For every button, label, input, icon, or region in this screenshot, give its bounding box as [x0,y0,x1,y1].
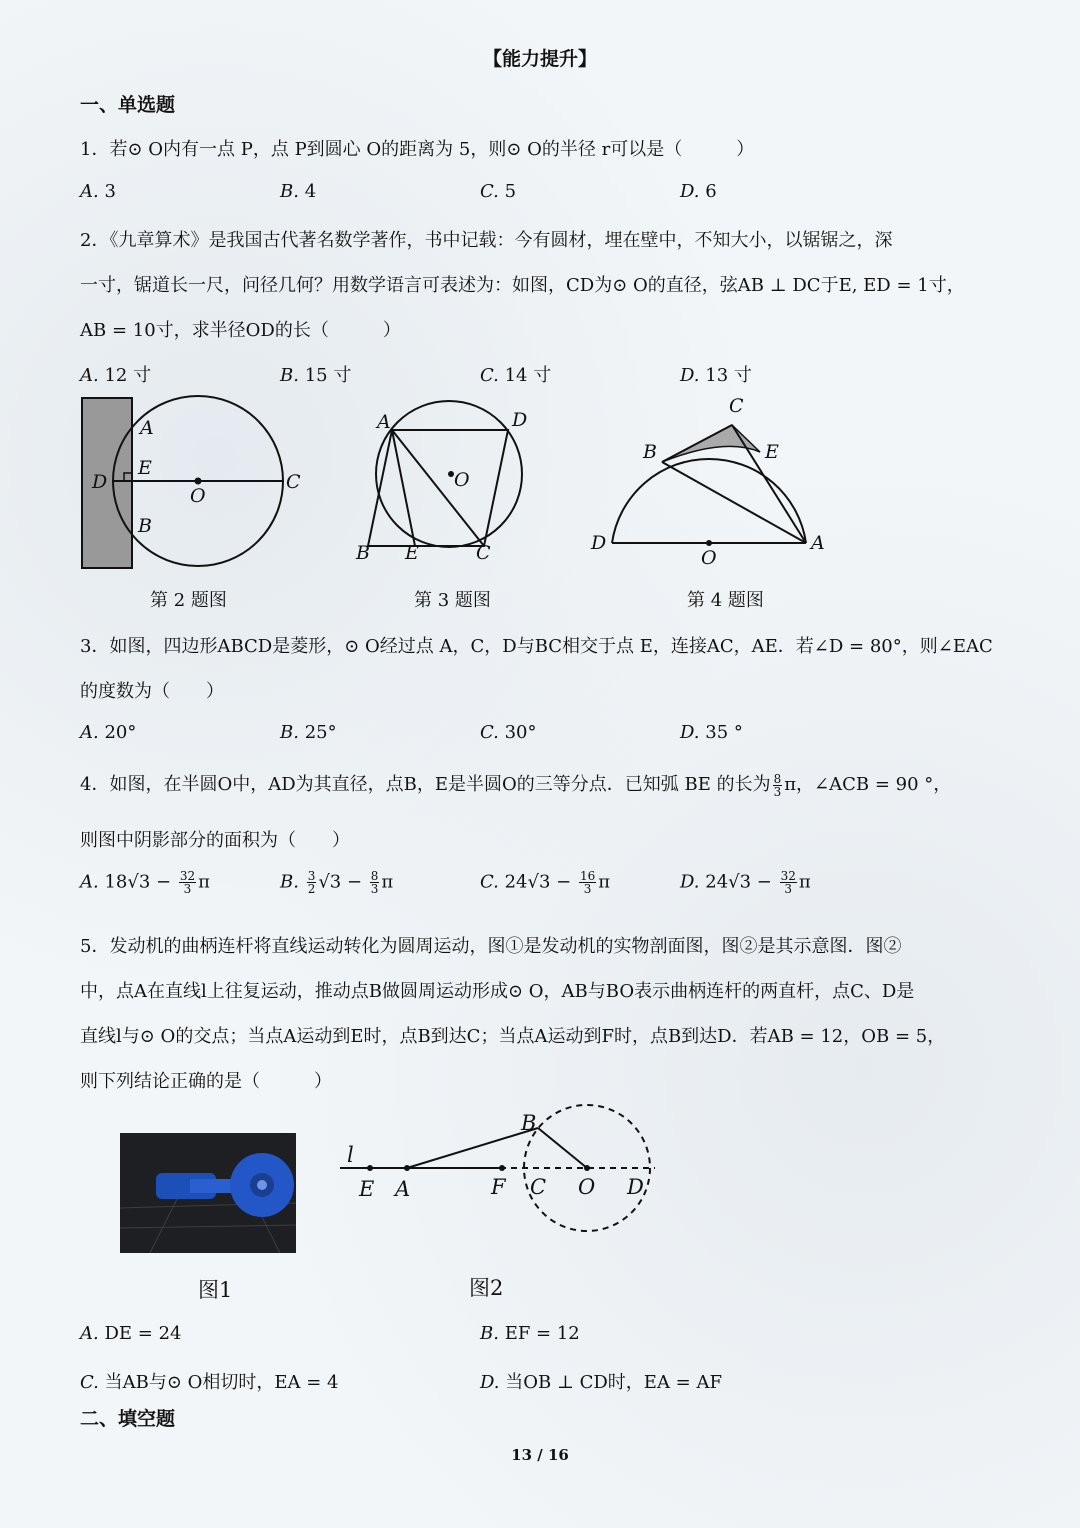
question-5-line-2: 中，点A在直线l上往复运动，推动点B做圆周运动形成⊙ O，AB与BO表示曲柄连杆的两直杆，点C、D是 [80,981,915,1002]
q5-option-d: D. 当OB ⊥ CD时，EA = AF [480,1372,722,1393]
q4-option-d: D. 24√3 − $\frac{32}{3}$ π [680,869,811,896]
page-number: 13 / 16 [511,1446,569,1464]
q3-option-c: C. 30° [480,722,537,743]
q5-option-b: B. EF = 12 [480,1323,580,1344]
fig2-label-a: A [140,417,154,439]
page-title: 【能力提升】 [482,48,597,70]
q4-frac-8-3: $\frac{8}{3}$ [773,771,782,799]
q3-option-d: D. 35 ° [680,722,743,743]
fig4-label-o: O [701,547,717,569]
fig4-label-e: E [765,441,779,463]
question-5-line-3: 直线l与⊙ O的交点；当点A运动到E时，点B到达C；当点A运动到F时，点B到达D．若AB = 12，OB = 5， [80,1026,946,1047]
q2-option-c: C. 14 寸 [480,365,552,386]
figure-2-caption: 图2 [469,1276,504,1300]
question-4-line-1: 4．如图，在半圆O中，AD为其直径，点B，E是半圆O的三等分点．已知弧 BE 的长为 $\frac{8}{3}$ π，∠ACB = 90 °， [80,771,952,799]
figure-q4-diagram [585,392,835,572]
figure-q2-diagram [78,394,318,574]
crank-label-d: D [627,1175,644,1199]
fig3-label-b: B [356,542,370,564]
question-3-line-2: 的度数为（ ） [80,681,224,702]
q5-option-a: A. DE = 24 [80,1323,182,1344]
crank-label-f: F [491,1175,506,1199]
crank-diagram [335,1100,665,1260]
q2-option-d: D. 13 寸 [680,365,752,386]
fig2-label-b: B [138,515,152,537]
crank-label-a: A [395,1177,411,1201]
q4-option-b: B. $\frac{3}{2}$ √3 − $\frac{8}{3}$ π [280,869,394,896]
crank-label-b: B [521,1111,537,1135]
q1-option-b: B. 4 [280,181,317,202]
question-4-line-2: 则图中阴影部分的面积为（ ） [80,830,350,851]
figure-1-caption: 图1 [198,1278,233,1302]
question-3-line-1: 3．如图，四边形ABCD是菱形，⊙ O经过点 A，C，D与BC相交于点 E，连接AC，AE．若∠D = 80°，则∠EAC [80,636,993,657]
fig4-label-b: B [643,441,657,463]
fig3-label-a: A [377,411,391,433]
question-5-line-4: 则下列结论正确的是（ ） [80,1071,332,1092]
figure-q3-diagram [350,400,550,570]
section-heading-single-choice: 一、单选题 [80,94,176,116]
q4-option-a: A. 18√3 − $\frac{32}{3}$ π [80,869,210,896]
question-2-line-2: 一寸，锯道长一尺，问径几何？用数学语言可表述为：如图，CD为⊙ O的直径，弦AB ⊥ DC于E, ED = 1寸， [80,275,965,296]
q1-option-a: A. 3 [80,181,116,202]
q5-option-c: C. 当AB与⊙ O相切时，EA = 4 [80,1372,339,1393]
fig4-label-c: C [729,395,744,417]
crank-label-e: E [359,1177,375,1201]
section-heading-fill-in: 二、填空题 [80,1408,176,1430]
question-1-text: 1．若⊙ O内有一点 P，点 P到圆心 O的距离为 5，则⊙ O的半径 r可以是（ ） [80,139,755,160]
q4-option-c: C. 24√3 − $\frac{16}{3}$ π [480,869,611,896]
fig4-label-a: A [811,532,825,554]
figure-q4-caption: 第 4 题图 [687,590,764,611]
fig3-label-d: D [512,409,528,431]
crank-label-o: O [578,1175,596,1199]
q1-option-d: D. 6 [680,181,717,202]
fig3-label-c: C [476,542,491,564]
crank-label-l: l [347,1143,354,1167]
fig2-label-c: C [286,471,301,493]
fig2-label-d: D [92,471,108,493]
fig3-label-o: O [454,469,470,491]
crank-label-c: C [530,1175,547,1199]
question-5-line-1: 5．发动机的曲柄连杆将直线运动转化为圆周运动，图①是发动机的实物剖面图，图②是其示意图．图② [80,936,902,957]
figure-q2-caption: 第 2 题图 [150,590,227,611]
q2-option-a: A. 12 寸 [80,365,152,386]
q3-option-a: A. 20° [80,722,137,743]
q2-option-b: B. 15 寸 [280,365,352,386]
fig2-label-e: E [138,457,152,479]
q1-option-c: C. 5 [480,181,517,202]
q3-option-b: B. 25° [280,722,337,743]
fig2-label-o: O [190,485,206,507]
engine-photo [120,1133,296,1253]
question-2-line-3: AB = 10寸，求半径OD的长（ ） [80,320,401,341]
question-2-line-1: 2．《九章算术》是我国古代著名数学著作，书中记载：今有圆材，埋在壁中，不知大小，以锯锯之，深 [80,230,893,251]
figure-q3-caption: 第 3 题图 [414,590,491,611]
fig4-label-d: D [591,532,607,554]
fig3-label-e: E [405,542,419,564]
